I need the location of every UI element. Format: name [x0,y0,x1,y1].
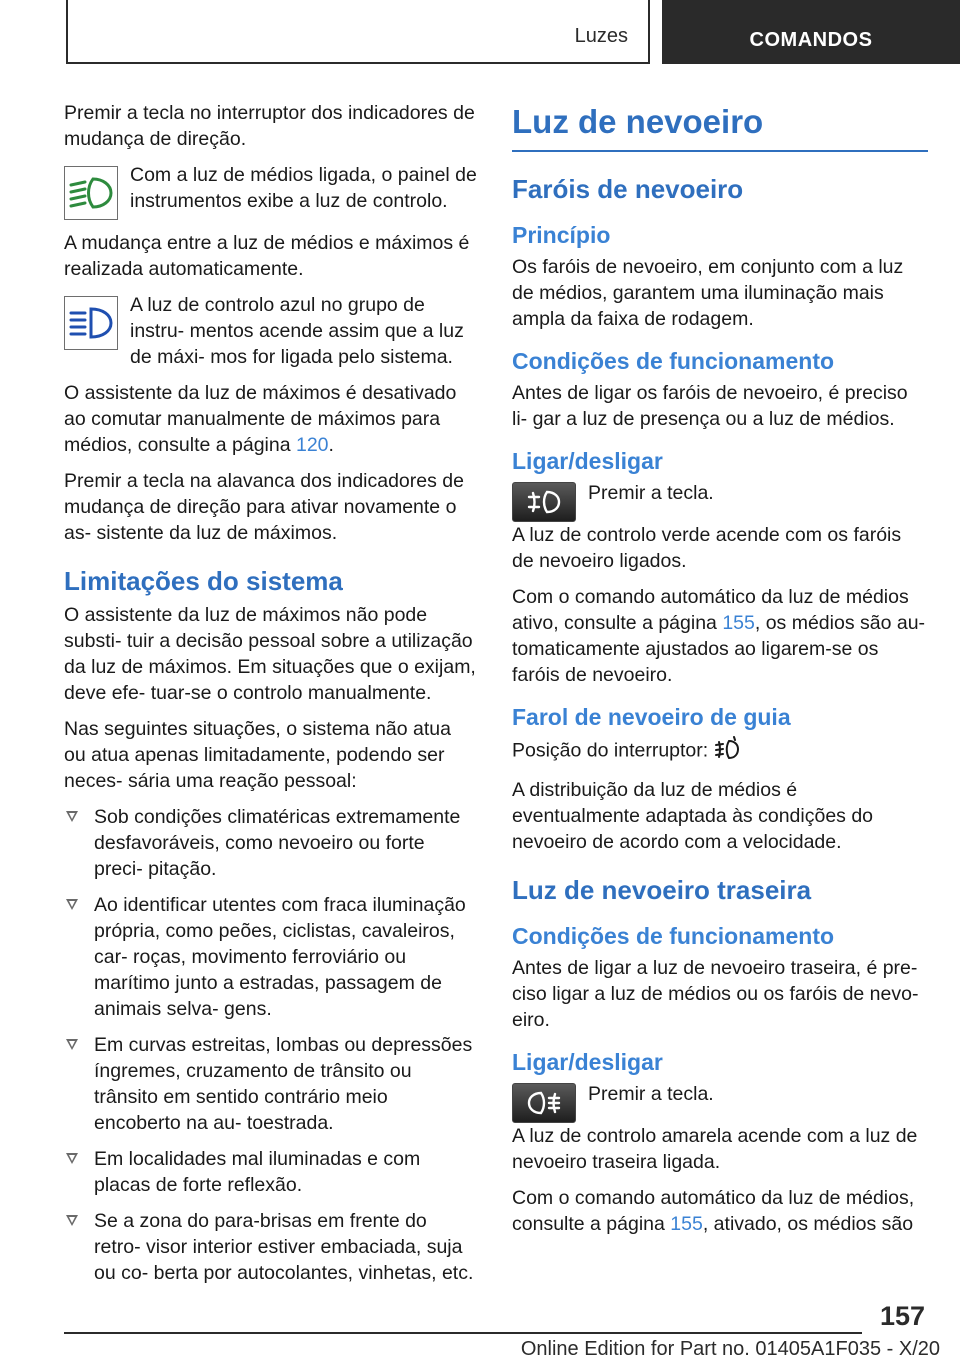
footer-edition-text: Online Edition for Part no. 01405A1F035 - X/20 [520,1338,940,1360]
subsection-heading: Farol de nevoeiro de guia [512,704,791,730]
left-column [64,100,478,1296]
triangle-bullet-icon [66,1215,78,1226]
paragraph: A luz de controlo azul no grupo de instru‐ mentos acende assim que a luz de máxi‐ mos for ligada pelo sistema. [130,294,464,368]
list-item-text: Sob condições climatéricas extremamente desfavoráveis, como nevoeiro ou forte preci‐ pitação. [94,806,461,880]
list-item-text: Se a zona do para-brisas em frente do retro‐ visor interior estiver embaciada, suja ou co‐ berta por autocolantes, vinhetas, etc. [94,1210,474,1284]
text: Com o comando automático da luz de médios, consulte a página [512,1187,915,1235]
fog-guide-switch-icon [714,736,740,767]
page-link-155[interactable]: 155 [670,1213,703,1235]
paragraph: Antes de ligar a luz de nevoeiro traseira, é pre‐ ciso ligar a luz de médios ou os faróis de nevo‐ eiro. [512,957,919,1031]
list-item-text: Ao identificar utentes com fraca iluminação própria, como peões, ciclistas, cavaleiros, car‐ roças, movimento ferroviário ou marítimo junto a estradas, passagem de animais selva‐ gens. [94,894,466,1020]
paragraph: A distribuição da luz de médios é eventualmente adaptada às condições do nevoeiro de acordo com a velocidade. [512,779,874,853]
bullet-list [64,804,478,1286]
text: O assistente da luz de máximos é desativado ao comutar manualmente de máximos para médios, consulte a página [64,382,457,456]
front-fog-button-icon [512,482,576,522]
subsection-heading: Princípio [512,222,611,248]
right-column [512,100,928,1247]
paragraph-with-icon [512,736,928,767]
list-item [64,1208,478,1286]
page-link-120[interactable]: 120 [295,434,329,456]
section-heading: Faróis de nevoeiro [512,174,744,204]
list-item [64,892,478,1022]
subsection-heading: Ligar/desligar [512,448,663,474]
header-chapter-tab: COMANDOS [662,0,960,64]
paragraph: Premir a tecla. [588,1083,714,1105]
triangle-bullet-icon [66,1039,78,1050]
header-section-title: Luzes [574,25,628,47]
text: Posição do interruptor: [512,739,709,762]
paragraph: Antes de ligar os faróis de nevoeiro, é preciso li‐ gar a luz de presença ou a luz de médios. [512,382,908,430]
chapter-heading: Luz de nevoeiro [512,100,928,152]
section-heading: Limitações do sistema [64,566,343,596]
text: Com o comando automático da luz de médios ativo, consulte a página [512,586,909,634]
list-item [64,1146,478,1198]
text: . [328,434,334,456]
subsection-heading: Ligar/desligar [512,1049,663,1075]
paragraph: O assistente da luz de máximos não pode substi‐ tuir a decisão pessoal sobre a utilização da luz de máximos. Em situações que o exijam, deve efe‐ tuar-se o controlo manualmente. [64,604,476,704]
paragraph: A luz de controlo amarela acende com a luz de nevoeiro traseira ligada. [512,1125,918,1173]
list-item-text: Em curvas estreitas, lombas ou depressões íngremes, cruzamento de trânsito ou trânsito em sentido contrário meio encoberto na au‐ toestrada. [94,1034,473,1134]
icon-paragraph-high-beam [64,292,478,370]
triangle-bullet-icon [66,899,78,910]
list-item [64,1032,478,1136]
page-number: 157 [880,1301,926,1331]
low-beam-indicator-icon [64,166,118,220]
list-item-text: Em localidades mal iluminadas e com placas de forte reflexão. [94,1148,421,1196]
text: , os médios são au‐ tomaticamente ajustados ao ligarem-se os faróis de nevoeiro. [512,612,926,686]
header-section-box [66,0,650,64]
list-item [64,804,478,882]
rear-fog-button-icon [512,1083,576,1123]
high-beam-indicator-icon [64,296,118,350]
section-heading: Luz de nevoeiro traseira [512,875,812,905]
subsection-heading: Condições de funcionamento [512,923,835,949]
paragraph-with-link [512,584,928,688]
paragraph: A luz de controlo verde acende com os faróis de nevoeiro ligados. [512,524,902,572]
paragraph: Com a luz de médios ligada, o painel de instrumentos exibe a luz de controlo. [130,164,477,212]
paragraph: Premir a tecla. [588,482,714,504]
paragraph-with-link [64,380,478,458]
paragraph: Os faróis de nevoeiro, em conjunto com a luz de médios, garantem uma iluminação mais ampla da faixa de rodagem. [512,256,904,330]
triangle-bullet-icon [66,811,78,822]
paragraph: Premir a tecla no interruptor dos indicadores de mudança de direção. [64,102,475,150]
text: , ativado, os médios são [702,1213,914,1235]
footer-divider [64,1332,862,1334]
icon-paragraph-front-fog [512,480,928,522]
page-link-155[interactable]: 155 [722,612,755,634]
icon-paragraph-low-beam [64,162,478,220]
icon-paragraph-rear-fog [512,1081,928,1123]
paragraph-with-link [512,1185,928,1237]
paragraph: Premir a tecla na alavanca dos indicadores de mudança de direção para ativar novamente o as‐ sistente da luz de máximos. [64,470,464,544]
triangle-bullet-icon [66,1153,78,1164]
subsection-heading: Condições de funcionamento [512,348,835,374]
paragraph: Nas seguintes situações, o sistema não atua ou atua apenas limitadamente, podendo ser neces‐ sária uma reação pessoal: [64,718,451,792]
paragraph: A mudança entre a luz de médios e máximos é realizada automaticamente. [64,232,470,280]
